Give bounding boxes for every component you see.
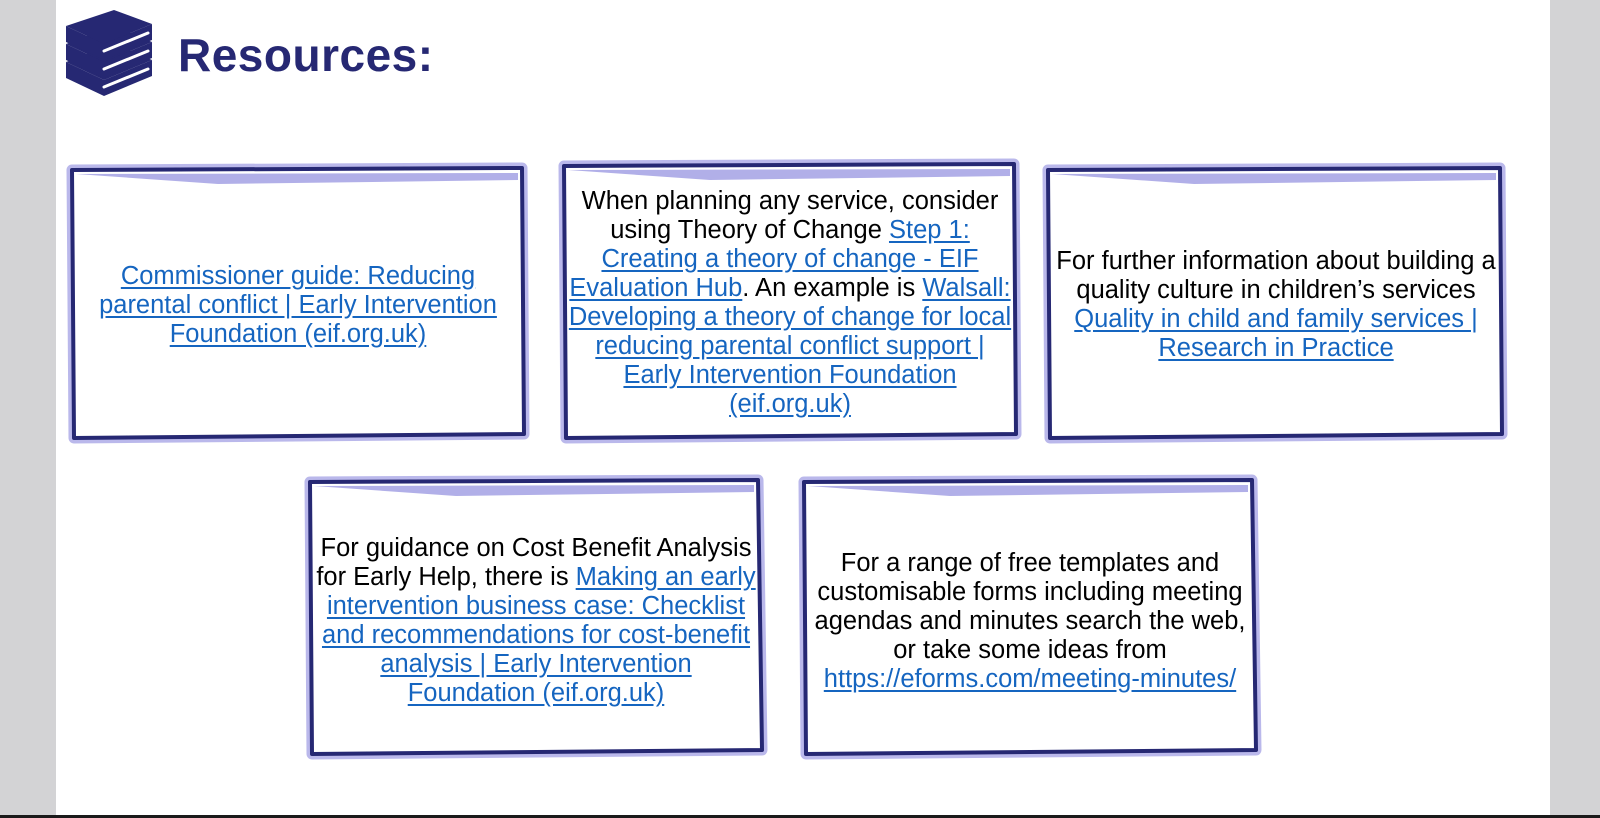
page-title: Resources: [178, 29, 434, 81]
card-text-intro: For further information about building a quality culture in children’s services [1056, 247, 1496, 304]
card-text-intro: For a range of free templates and customisable forms including meeting agendas and minutes search the web, or take some ideas from [814, 548, 1246, 664]
card-text-intro: When planning any service, consider using Theory of Change [581, 187, 999, 244]
card-text [314, 490, 758, 752]
card-text-middle: . An example is [742, 274, 923, 302]
card-text [808, 490, 1252, 752]
books-stack-icon [62, 10, 156, 100]
resource-card-theory-of-change [560, 160, 1020, 446]
resource-card-templates [800, 476, 1260, 766]
resource-card-quality-culture [1044, 164, 1508, 446]
early-intervention-business-case-link[interactable]: Making an early intervention business case: Checklist and recommendations for cost-benefit analysis | Early Intervention Foundation (eif.org.uk) [321, 563, 756, 707]
walsall-theory-of-change-link[interactable]: Walsall: Developing a theory of change for local reducing parental conflict support | Early Intervention Foundation (eif.org.uk) [568, 274, 1012, 418]
eif-theory-of-change-link[interactable]: Step 1: Creating a theory of change - EIF Evaluation Hub [569, 216, 979, 302]
commissioner-guide-link[interactable]: Commissioner guide: Reducing parental conflict | Early Intervention Foundation (eif.org.uk) [99, 261, 497, 348]
card-text-intro: For guidance on Cost Benefit Analysis for Early Help, there is [316, 534, 752, 591]
header [62, 10, 434, 100]
resource-card-cost-benefit [306, 476, 766, 766]
card-text [568, 174, 1012, 432]
card-text [76, 178, 520, 432]
card-text [1052, 178, 1500, 432]
eforms-meeting-minutes-link[interactable]: https://eforms.com/meeting-minutes/ [823, 664, 1237, 693]
research-in-practice-link[interactable]: Quality in child and family services | Research in Practice [1074, 305, 1478, 362]
slide [56, 0, 1550, 818]
resource-card-commissioner-guide [68, 164, 528, 446]
